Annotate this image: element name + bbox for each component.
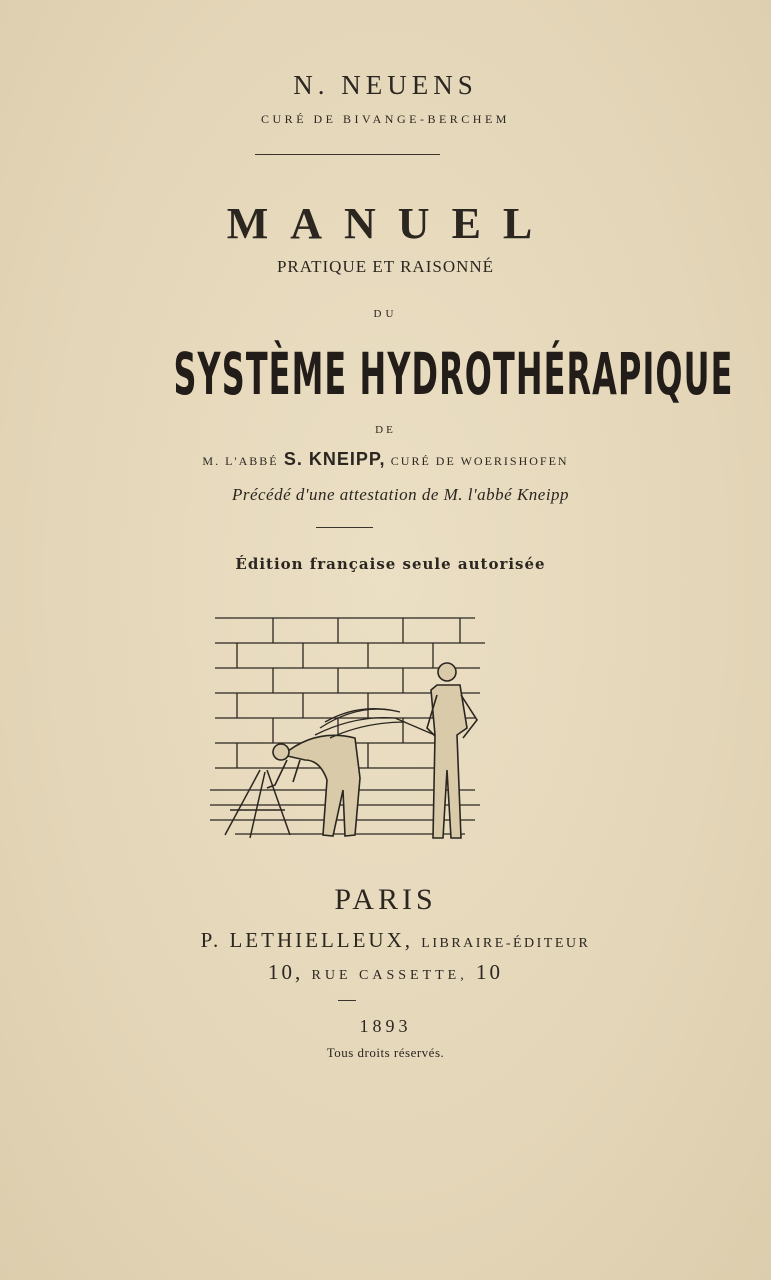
title-connector-de: DE — [375, 424, 396, 436]
system-title: SYSTÈME HYDROTHÉRAPIQUE — [173, 340, 734, 408]
publisher-name: P. LETHIELLEUX, — [200, 928, 414, 952]
edition-note: Édition française seule autorisée — [235, 555, 546, 573]
book-subtitle: PRATIQUE ET RAISONNÉ — [276, 257, 495, 276]
author-name: N. NEUENS — [293, 70, 478, 100]
preface-note: Précédé d'une attestation de M. l'abbé Kneipp — [231, 485, 570, 504]
bending-figure — [267, 735, 360, 836]
publication-year: 1893 — [359, 1016, 412, 1036]
divider-rule-short — [316, 527, 373, 528]
abbe-line — [0, 449, 771, 470]
water-spray — [315, 709, 437, 738]
abbe-name: S. KNEIPP, — [283, 449, 386, 469]
title-connector: DU — [373, 308, 398, 320]
imprint-publisher — [0, 928, 771, 953]
address-number-2: 10 — [475, 960, 503, 984]
abbe-suffix: CURÉ DE WOERISHOFEN — [390, 454, 569, 468]
publisher-role: LIBRAIRE-ÉDITEUR — [421, 936, 591, 951]
imprint-address — [0, 960, 771, 985]
imprint-city: PARIS — [334, 883, 437, 916]
address-number-1: 10, — [268, 960, 304, 984]
divider-rule — [255, 154, 440, 155]
sawhorse — [225, 770, 290, 838]
book-title: MANUEL — [226, 199, 555, 248]
standing-figure — [427, 663, 477, 838]
divider-dash — [338, 1000, 356, 1001]
engraving-illustration — [205, 610, 495, 850]
rights-notice: Tous droits réservés. — [326, 1045, 445, 1060]
author-title: CURÉ DE BIVANGE-BERCHEM — [261, 112, 510, 126]
abbe-prefix: M. L'ABBÉ — [202, 454, 279, 468]
address-street: RUE CASSETTE, — [311, 968, 468, 983]
